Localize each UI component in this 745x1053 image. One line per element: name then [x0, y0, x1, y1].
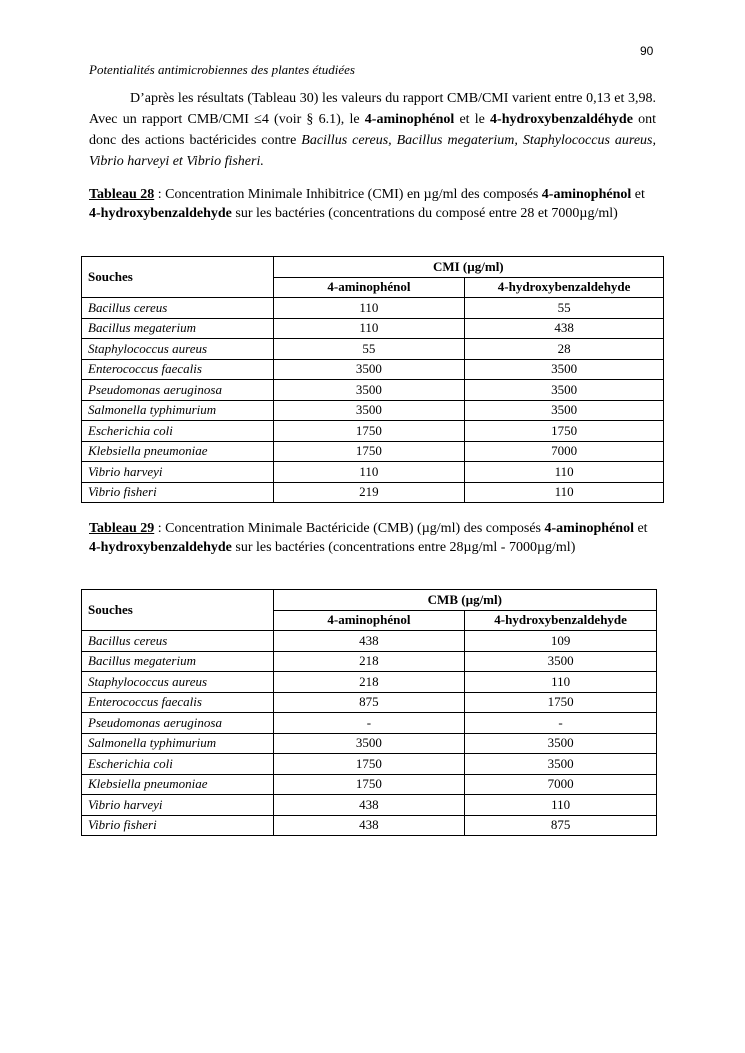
table-row — [82, 713, 657, 734]
caption-bold-compound: 4-hydroxybenzaldehyde — [89, 540, 232, 555]
table-row — [82, 733, 657, 754]
header-group: CMI (µg/ml) — [273, 257, 663, 278]
header-group: CMB (µg/ml) — [273, 590, 656, 611]
strain-name-cell: Pseudomonas aeruginosa — [82, 380, 274, 401]
strain-name-cell: Bacillus cereus — [82, 631, 274, 652]
paragraph-species-list: Bacillus cereus, Bacillus megaterium, Staphylococcus aureus, Vibrio harveyi et Vibrio fisheri. — [89, 133, 656, 169]
table-label: Tableau 28 — [89, 187, 155, 202]
hydroxybenzaldehyde-value-cell: 7000 — [465, 441, 664, 462]
hydroxybenzaldehyde-value-cell: 3500 — [465, 380, 664, 401]
strain-name-cell: Klebsiella pneumoniae — [82, 774, 274, 795]
table-label: Tableau 29 — [89, 521, 155, 536]
hydroxybenzaldehyde-value-cell: 110 — [465, 672, 657, 693]
cmb-table — [81, 589, 657, 836]
hydroxybenzaldehyde-value-cell: 3500 — [465, 754, 657, 775]
cmi-table — [81, 256, 664, 503]
caption-text: sur les bactéries (concentrations entre 28µg/ml - 7000µg/ml) — [231, 540, 576, 555]
table-row — [82, 651, 657, 672]
caption-text: et — [631, 187, 645, 202]
hydroxybenzaldehyde-value-cell: 28 — [465, 339, 664, 360]
strain-name-cell: Enterococcus faecalis — [82, 692, 274, 713]
header-col-hydroxybenzaldehyde: 4-hydroxybenzaldehyde — [465, 277, 664, 298]
table-row — [82, 421, 664, 442]
paragraph-text: ont donc des actions bactéricides contre — [89, 112, 656, 148]
aminophenol-value-cell: 438 — [273, 631, 465, 652]
aminophenol-value-cell: 1750 — [273, 441, 465, 462]
hydroxybenzaldehyde-value-cell: 1750 — [465, 692, 657, 713]
page-number: 90 — [640, 44, 654, 58]
strain-name-cell: Bacillus megaterium — [82, 318, 274, 339]
hydroxybenzaldehyde-value-cell: 438 — [465, 318, 664, 339]
table-row — [82, 441, 664, 462]
hydroxybenzaldehyde-value-cell: 110 — [465, 462, 664, 483]
hydroxybenzaldehyde-value-cell: 875 — [465, 815, 657, 836]
strain-name-cell: Vibrio harveyi — [82, 795, 274, 816]
table-row — [82, 359, 664, 380]
aminophenol-value-cell: 1750 — [273, 774, 465, 795]
table-row — [82, 380, 664, 401]
header-col-hydroxybenzaldehyde: 4-hydroxybenzaldehyde — [465, 610, 657, 631]
caption-text: : Concentration Minimale Bactéricide (CMB) (µg/ml) des composés — [154, 521, 545, 536]
hydroxybenzaldehyde-value-cell: 3500 — [465, 651, 657, 672]
table-row — [82, 774, 657, 795]
table-caption — [89, 519, 656, 557]
caption-bold-compound: 4-aminophénol — [544, 521, 634, 536]
caption-bold-compound: 4-hydroxybenzaldehyde — [89, 206, 232, 221]
paragraph-text: et le — [454, 112, 491, 127]
strain-name-cell: Staphylococcus aureus — [82, 339, 274, 360]
hydroxybenzaldehyde-value-cell: 3500 — [465, 359, 664, 380]
body-paragraph — [89, 88, 656, 172]
table-row — [82, 318, 664, 339]
hydroxybenzaldehyde-value-cell: 55 — [465, 298, 664, 319]
table-row — [82, 815, 657, 836]
running-header: Potentialités antimicrobiennes des plantes étudiées — [89, 62, 355, 77]
strain-name-cell: Bacillus cereus — [82, 298, 274, 319]
table-row — [82, 482, 664, 503]
paragraph-bold-compound: 4-hydroxybenzaldéhyde — [490, 112, 633, 127]
aminophenol-value-cell: 218 — [273, 651, 465, 672]
aminophenol-value-cell: 219 — [273, 482, 465, 503]
table-body — [82, 298, 664, 503]
strain-name-cell: Vibrio harveyi — [82, 462, 274, 483]
paragraph-bold-compound: 4-aminophénol — [364, 112, 455, 127]
hydroxybenzaldehyde-value-cell: 7000 — [465, 774, 657, 795]
table-row — [82, 462, 664, 483]
table-row — [82, 631, 657, 652]
aminophenol-value-cell: 218 — [273, 672, 465, 693]
aminophenol-value-cell: 438 — [273, 815, 465, 836]
table-caption — [89, 185, 656, 223]
hydroxybenzaldehyde-value-cell: 1750 — [465, 421, 664, 442]
hydroxybenzaldehyde-value-cell: 3500 — [465, 400, 664, 421]
strain-name-cell: Escherichia coli — [82, 421, 274, 442]
strain-name-cell: Salmonella typhimurium — [82, 400, 274, 421]
caption-text: sur les bactéries (concentrations du composé entre 28 et 7000µg/ml) — [231, 206, 618, 221]
header-col-aminophenol: 4-aminophénol — [273, 610, 465, 631]
aminophenol-value-cell: 55 — [273, 339, 465, 360]
aminophenol-value-cell: 3500 — [273, 380, 465, 401]
strain-name-cell: Klebsiella pneumoniae — [82, 441, 274, 462]
strain-name-cell: Staphylococcus aureus — [82, 672, 274, 693]
table-body — [82, 631, 657, 836]
hydroxybenzaldehyde-value-cell: 110 — [465, 795, 657, 816]
aminophenol-value-cell: 3500 — [273, 400, 465, 421]
header-souches: Souches — [82, 590, 274, 631]
strain-name-cell: Salmonella typhimurium — [82, 733, 274, 754]
hydroxybenzaldehyde-value-cell: 109 — [465, 631, 657, 652]
hydroxybenzaldehyde-value-cell: - — [465, 713, 657, 734]
aminophenol-value-cell: 875 — [273, 692, 465, 713]
hydroxybenzaldehyde-value-cell: 3500 — [465, 733, 657, 754]
aminophenol-value-cell: 3500 — [273, 733, 465, 754]
caption-text: : Concentration Minimale Inhibitrice (CMI) en µg/ml des composés — [154, 187, 542, 202]
aminophenol-value-cell: 1750 — [273, 421, 465, 442]
table-row — [82, 672, 657, 693]
strain-name-cell: Pseudomonas aeruginosa — [82, 713, 274, 734]
strain-name-cell: Vibrio fisheri — [82, 815, 274, 836]
aminophenol-value-cell: 110 — [273, 462, 465, 483]
hydroxybenzaldehyde-value-cell: 110 — [465, 482, 664, 503]
strain-name-cell: Bacillus megaterium — [82, 651, 274, 672]
caption-bold-compound: 4-aminophénol — [541, 187, 632, 202]
table-row — [82, 400, 664, 421]
header-souches: Souches — [82, 257, 274, 298]
aminophenol-value-cell: 1750 — [273, 754, 465, 775]
table-row — [82, 795, 657, 816]
table-row — [82, 754, 657, 775]
aminophenol-value-cell: 3500 — [273, 359, 465, 380]
aminophenol-value-cell: 110 — [273, 298, 465, 319]
strain-name-cell: Enterococcus faecalis — [82, 359, 274, 380]
strain-name-cell: Vibrio fisheri — [82, 482, 274, 503]
strain-name-cell: Escherichia coli — [82, 754, 274, 775]
aminophenol-value-cell: 438 — [273, 795, 465, 816]
table-row — [82, 692, 657, 713]
paragraph-text: D’après les résultats (Tableau 30) les valeurs du rapport CMB/CMI varient entre 0,13 et 3,98. Avec un rapport CMB/CMI ≤4 (voir § 6.1), le — [89, 91, 656, 127]
caption-text: et — [633, 521, 648, 536]
header-col-aminophenol: 4-aminophénol — [273, 277, 465, 298]
table-row — [82, 339, 664, 360]
aminophenol-value-cell: - — [273, 713, 465, 734]
aminophenol-value-cell: 110 — [273, 318, 465, 339]
table-row — [82, 298, 664, 319]
